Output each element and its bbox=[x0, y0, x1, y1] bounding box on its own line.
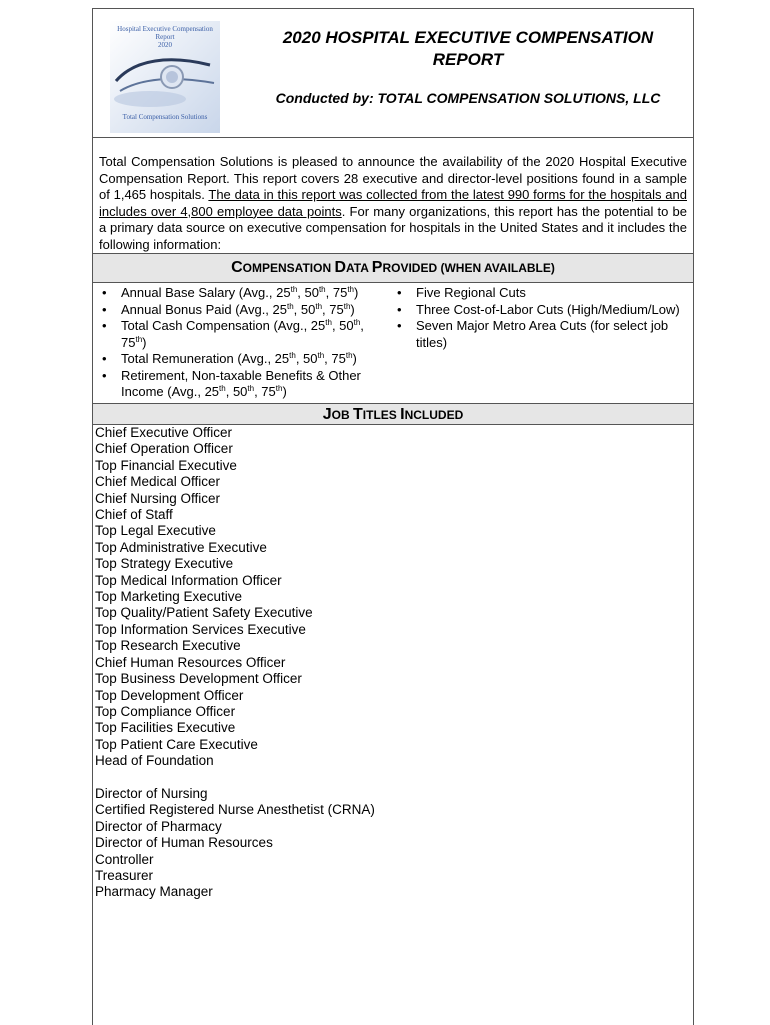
conducted-by: Conducted by: TOTAL COMPENSATION SOLUTIONS, LLC bbox=[275, 90, 661, 106]
report-title: 2020 HOSPITAL EXECUTIVE COMPENSATION REPORT bbox=[282, 28, 654, 69]
list-item: Chief Executive Officer bbox=[95, 425, 233, 440]
section-heading-job-titles: JOB TITLES INCLUDED bbox=[93, 403, 693, 425]
underlined-data-note: The data in this report was collected from the latest 990 forms for the hospitals and includes over 4,800 employee data points bbox=[99, 187, 687, 219]
list-item: • Total Remuneration (Avg., 25th, 50th, 75th) bbox=[100, 351, 390, 368]
cover-footer: Total Compensation Solutions bbox=[122, 113, 208, 121]
list-item: Top Marketing Executive bbox=[95, 589, 243, 605]
section-heading-compensation-data: COMPENSATION DATA PROVIDED (WHEN AVAILABLE) bbox=[93, 253, 693, 283]
list-item: Top Development Officer bbox=[95, 687, 244, 703]
list-item: • Three Cost-of-Labor Cuts (High/Medium/Low) bbox=[395, 302, 691, 319]
list-item: Certified Registered Nurse Anesthetist (CRNA) bbox=[95, 802, 375, 818]
list-item: Chief of Staff bbox=[95, 507, 173, 523]
job-titles-list bbox=[95, 425, 375, 901]
list-item: Top Business Development Officer bbox=[95, 671, 302, 687]
list-item: Top Information Services Executive bbox=[95, 621, 306, 637]
list-item: Chief Nursing Officer bbox=[95, 490, 221, 506]
report-cover-thumbnail bbox=[110, 21, 220, 133]
list-item: Top Research Executive bbox=[95, 638, 241, 654]
list-item: Head of Foundation bbox=[95, 753, 214, 769]
list-item: Chief Human Resources Officer bbox=[95, 654, 286, 670]
list-item: Top Medical Information Officer bbox=[95, 572, 282, 588]
list-item: Top Patient Care Executive bbox=[95, 736, 258, 752]
list-item: Top Strategy Executive bbox=[95, 556, 234, 572]
intro-paragraph: Total Compensation Solutions is pleased to announce the availability of the 2020 Hospital Executive Compensation Report. This report covers 28 executive and director-level positions found in a sample of 1,465 hospitals. The data in this report was collected from the latest 990 forms for the hospitals and includes over 4,800 employee data points. For many organizations, this report has the potential to be a primary data source on executive compensation for hospitals in the United States and it includes the following information: bbox=[99, 154, 687, 252]
cover-title: Hospital Executive Compensation Report 2020 bbox=[117, 25, 213, 49]
list-item: Controller bbox=[95, 851, 154, 867]
list-item: Top Compliance Officer bbox=[95, 703, 236, 719]
report-header bbox=[93, 9, 693, 138]
list-item: Top Quality/Patient Safety Executive bbox=[95, 605, 313, 621]
data-cuts-list bbox=[395, 285, 691, 351]
list-item: Director of Nursing bbox=[95, 785, 208, 801]
list-item: Top Legal Executive bbox=[95, 523, 216, 539]
list-item: • Retirement, Non-taxable Benefits & Other Income (Avg., 25th, 50th, 75th) bbox=[100, 368, 390, 401]
list-item: • Five Regional Cuts bbox=[395, 285, 691, 302]
list-item: Pharmacy Manager bbox=[95, 884, 213, 900]
list-item: • Total Cash Compensation (Avg., 25th, 50th, 75th) bbox=[100, 318, 390, 351]
list-item: • Annual Bonus Paid (Avg., 25th, 50th, 75th) bbox=[100, 302, 390, 319]
list-item: Top Administrative Executive bbox=[95, 539, 267, 555]
list-item: • Annual Base Salary (Avg., 25th, 50th, 75th) bbox=[100, 285, 390, 302]
list-item: Chief Operation Officer bbox=[95, 441, 233, 457]
compensation-data-list bbox=[100, 285, 390, 401]
list-item: Director of Pharmacy bbox=[95, 818, 222, 834]
list-item: Top Financial Executive bbox=[95, 457, 237, 473]
report-frame bbox=[92, 8, 694, 1025]
list-item: Chief Medical Officer bbox=[95, 474, 221, 490]
list-item: • Seven Major Metro Area Cuts (for select job titles) bbox=[395, 318, 691, 351]
list-item: Treasurer bbox=[95, 867, 154, 883]
list-item: Director of Human Resources bbox=[95, 835, 273, 851]
list-item: Top Facilities Executive bbox=[95, 720, 236, 736]
